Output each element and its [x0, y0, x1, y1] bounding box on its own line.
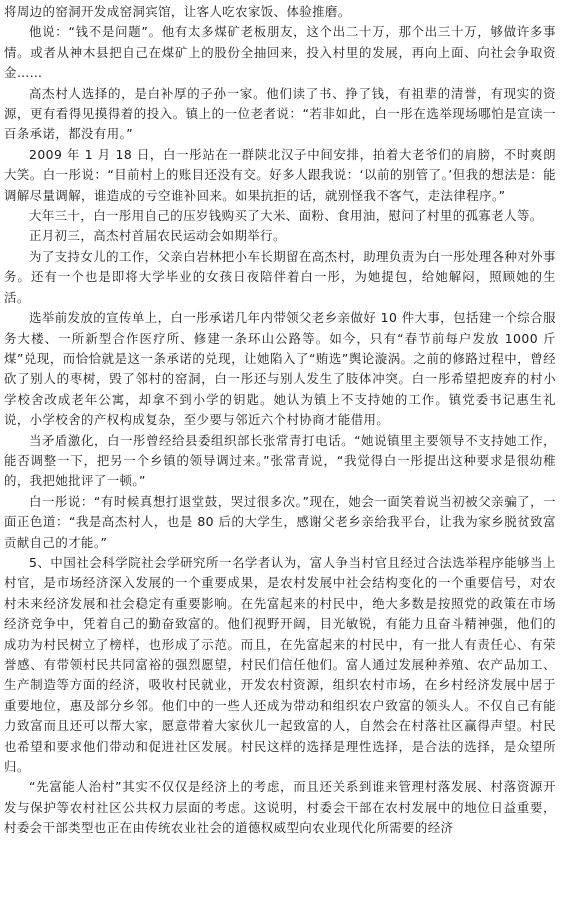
- paragraph: 高杰村人选择的，是白补厚的子孙一家。他们读了书、挣了钱，有祖辈的清誉，有现实的资源，更有看得见摸得着的投入。镇上的一位老者说：“若非如此，白一彤在选举现场哪怕是宣读一百条承诺，都没有用。”: [4, 85, 556, 142]
- paragraph: 大年三十，白一彤用自己的压岁钱购买了大米、面粉、食用油，慰问了村里的孤寡老人等。: [29, 208, 543, 224]
- paragraph: 正月初三，高杰村首届农民运动会如期举行。: [29, 228, 286, 244]
- paragraph: 白一彤说：“有时候真想打退堂鼓，哭过很多次。”现在，她会一面笑着说当初被父亲骗了，一面正色道：“我是高杰村人，也是 80 后的大学生，感谢父老乡亲给我平台，让我为家乡脱贫致富贡献自己的才能。”: [4, 493, 556, 550]
- paragraph: 将周边的窑洞开发成窑洞宾馆，让客人吃农家饭、体验推磨。: [4, 4, 351, 19]
- paragraph: 当矛盾激化，白一彤曾经给县委组织部长张常青打电话。“她说镇里主要领导不支持她工作，能否调整一下，把另一个乡镇的领导调过来。”张常青说，“我觉得白一彤提出这种要求是很幼稚的，我把她批评了一顿。”: [4, 432, 556, 489]
- paragraph: 为了支持女儿的工作，父亲白岩林把小车长期留在高杰村，助理负责为白一彤处理各种对外事务。还有一个也是即将大学毕业的女孩日夜陪伴着白一彤，为她提包，给她解闷，照顾她的生活。: [4, 248, 556, 305]
- paragraph: “先富能人治村”其实不仅仅是经济上的考虑，而且还关系到谁来管理村落发展、村落资源开发与保护等农村社区公共权力层面的考虑。这说明，村委会干部在农村发展中的地位日益重要，村委会干部类型也正在由传统农业社会的道德权威型向农业现代化所需要的经济: [4, 779, 556, 836]
- paragraph: 2009 年 1 月 18 日，白一彤站在一群陕北汉子中间安排，拍着大老爷们的肩膀，不时爽朗大笑。白一彤说：“目前村上的账目还没有交。好多人跟我说：‘以前的别管了。’但我的想法是：能调解尽量调解，谁造成的亏空谁补回来。如果抗拒的话，就别怪我不客气，走法律程序。”: [4, 146, 556, 203]
- document-body: [4, 2, 556, 839]
- paragraph: 5、中国社会科学院社会学研究所一名学者认为，富人争当村官且经过合法选举程序能够当上村官，是市场经济深入发展的一个重要成果，是农村发展中社会结构变化的一个重要信号，对农村未来经济发展和社会稳定有重要影响。在先富起来的村民中，绝大多数是按照党的政策在市场经济竞争中，凭着自己的勤奋致富的。他们视野开阔，目光敏锐，有能力且奋斗精神强，他们的成功为村民树立了榜样，也形成了示范。而且，在先富起来的村民中，有一批人有责任心、有荣誉感、有带领村民共同富裕的强烈愿望，村民们信任他们。富人通过发展种养殖、农产品加工、生产制造等方面的经济，吸收村民就业，开发农村资源，组织农村市场，在乡村经济发展中居于重要地位，惠及部分乡邻。他们中的一些人还成为带动和组织农户致富的领头人。不仅自己有能力致富而且还可以帮大家，愿意带着大家伙儿一起致富的人，自然会在村落社区赢得声望。村民也希望和要求他们带动和促进社区发展。村民这样的选择是理性选择，是合法的选择，是众望所归。: [4, 554, 556, 775]
- paragraph: 他说：“钱不是问题”。他有太多煤矿老板朋友，这个出二十万，那个出三十万，够做许多事情。或者从神木县把自己在煤矿上的股份全抽回来，投入村里的发展，再向上面、向社会争取资金……: [4, 24, 556, 81]
- paragraph: 选举前发放的宣传单上，白一彤承诺几年内带领父老乡亲做好 10 件大事，包括建一个综合服务大楼、一所新型合作医疗所、修建一条环山公路等。如今，只有“春节前每户发放 1000 斤煤”兑现，而恰恰就是这一条承诺的兑现，让她陷入了“贿选”舆论漩涡。之前的修路过程中，曾经砍了别人的枣树，毁了邻村的窑洞，白一彤还与别人发生了肢体冲突。白一彤希望把废弃的村小学校舍改成老年公寓，却拿不到小学的钥匙。她认为镇上不支持她的工作。镇党委书记惠生礼说，小学校舍的产权构成复杂，至少要与邻近六个村协商才能借用。: [4, 310, 556, 428]
